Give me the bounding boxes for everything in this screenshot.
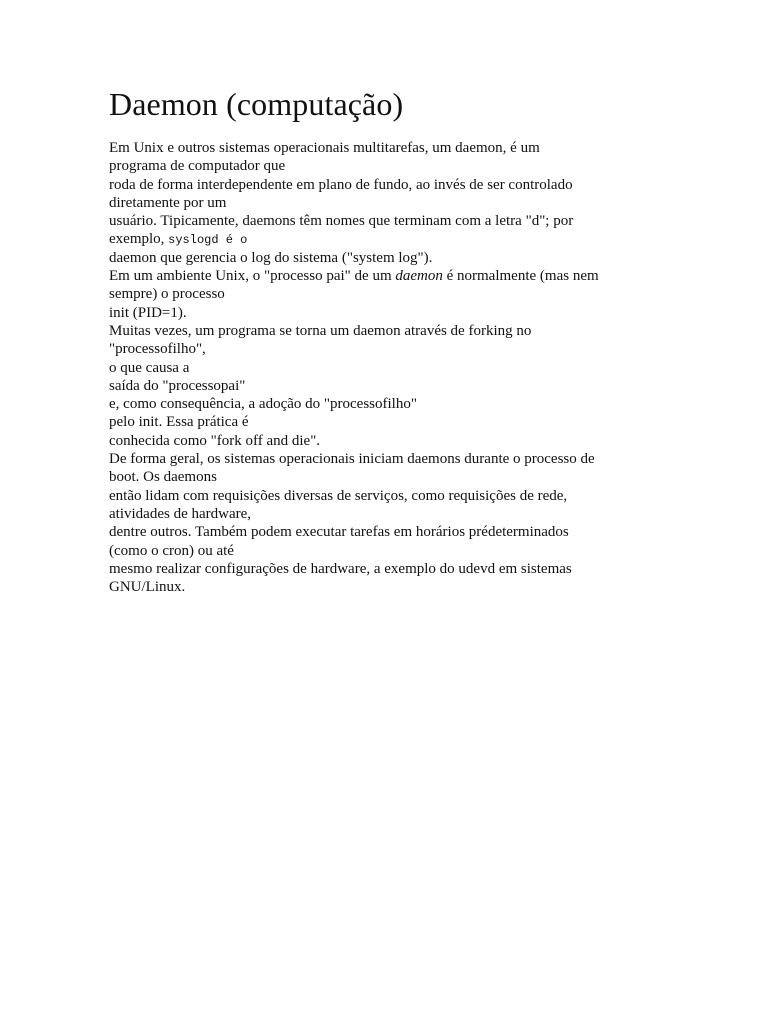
text-line: programa de computador que xyxy=(109,158,286,175)
text-segment: é normalmente (mas nem xyxy=(442,268,599,285)
text-line: Muitas vezes, um programa se torna um daemon através de forking no xyxy=(109,322,532,339)
code-text: syslogd é o xyxy=(168,233,248,248)
text-line: De forma geral, os sistemas operacionais iniciam daemons durante o processo de xyxy=(109,451,595,468)
text-line xyxy=(109,267,669,285)
text-line: init (PID=1). xyxy=(109,304,187,321)
text-line: o que causa a xyxy=(109,359,190,376)
document-body xyxy=(109,139,669,596)
text-line: daemon que gerencia o log do sistema ("system log"). xyxy=(109,249,433,266)
text-line: "processofilho", xyxy=(109,341,206,358)
document-title: Daemon (computação) xyxy=(109,86,404,122)
text-line: e, como consequência, a adoção do "processofilho" xyxy=(109,396,417,413)
text-line: pelo init. Essa prática é xyxy=(109,414,249,431)
text-line: GNU/Linux. xyxy=(109,579,186,596)
text-line: boot. Os daemons xyxy=(109,469,217,486)
text-line: mesmo realizar configurações de hardware, a exemplo do udevd em sistemas xyxy=(109,560,572,577)
text-line: sempre) o processo xyxy=(109,286,225,303)
text-line: roda de forma interdependente em plano de fundo, ao invés de ser controlado xyxy=(109,176,573,193)
text-segment: Em um ambiente Unix, o "processo pai" de um xyxy=(109,268,396,285)
text-line: diretamente por um xyxy=(109,194,227,211)
text-line: conhecida como "fork off and die". xyxy=(109,432,321,449)
text-line: saída do "processopai" xyxy=(109,377,246,394)
text-line: então lidam com requisições diversas de serviços, como requisições de rede, xyxy=(109,487,568,504)
text-line: (como o cron) ou até xyxy=(109,542,234,559)
text-line: Em Unix e outros sistemas operacionais multitarefas, um daemon, é um xyxy=(109,140,540,156)
text-line: usuário. Tipicamente, daemons têm nomes que terminam com a letra "d"; por xyxy=(109,213,574,230)
text-line: dentre outros. Também podem executar tarefas em horários prédeterminados xyxy=(109,524,569,541)
text-line xyxy=(109,230,669,248)
italic-term: daemon xyxy=(395,268,443,285)
text-line: atividades de hardware, xyxy=(109,505,252,522)
text-segment: exemplo, xyxy=(109,231,169,248)
